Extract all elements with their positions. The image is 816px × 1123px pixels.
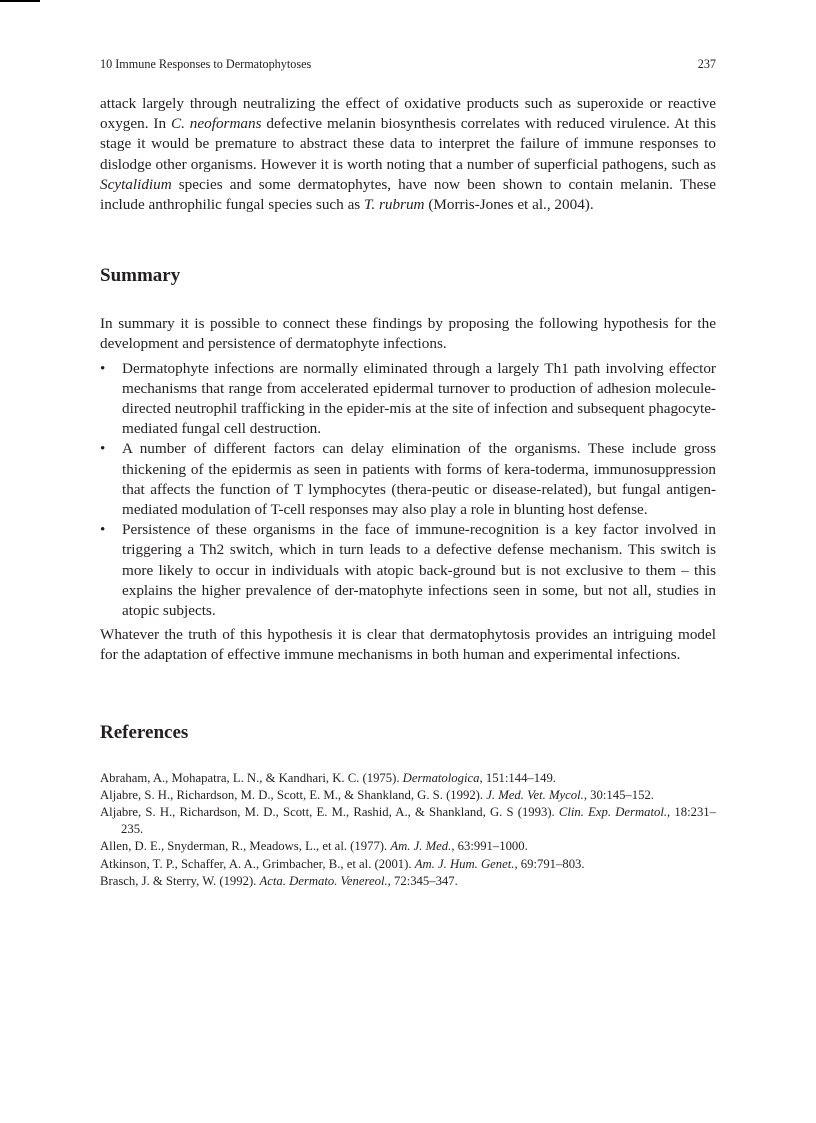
ref-authors: Aljabre, S. H., Richardson, M. D., Scott, E. M., Rashid, A., & Shankland, G. S (1993). xyxy=(100,805,559,820)
para1-text-3: species and some dermatophytes, have now been shown to contain melanin. These include anthrophilic fungal species such as xyxy=(100,175,716,214)
reference-item xyxy=(100,873,716,890)
ref-volume: , 69:791–803. xyxy=(514,856,585,871)
corner-mark xyxy=(0,0,40,2)
reference-item xyxy=(100,838,716,855)
ref-authors: Atkinson, T. P., Schaffer, A. A., Grimbacher, B., et al. (2001). xyxy=(100,856,415,871)
bullet-symbol: • xyxy=(100,521,106,539)
ref-volume: , 72:345–347. xyxy=(387,873,458,888)
bullet-symbol: • xyxy=(100,359,106,377)
running-header xyxy=(100,56,716,72)
reference-item xyxy=(100,856,716,873)
reference-item xyxy=(100,804,716,838)
ref-volume: , 63:991–1000. xyxy=(451,839,528,854)
ref-volume: , 18:231–235. xyxy=(121,805,716,837)
ref-journal: Acta. Dermato. Venereol. xyxy=(259,873,388,888)
summary-intro: In summary it is possible to connect these findings by proposing the following hypothesis for the development and persistence of dermatophyte infections. xyxy=(100,315,716,353)
para1-text-4: (Morris-Jones et al., 2004). xyxy=(424,196,594,214)
references-list xyxy=(100,770,716,890)
reference-item xyxy=(100,787,716,804)
page xyxy=(100,56,716,890)
para1-text-1: attack largely through neutralizing the effect of oxidative products such as superoxide or reactive oxygen. In xyxy=(100,95,716,133)
para1-text-2: defective melanin biosynthesis correlates with reduced virulence. At this stage it would be premature to abstract these data to interpret the failure of immune responses to dislodge other organisms. However it is worth noting that a number of superficial pathogens, such as xyxy=(100,115,716,173)
ref-journal: Clin. Exp. Dermatol. xyxy=(558,805,668,820)
bullet-symbol: • xyxy=(100,440,106,458)
references-heading: References xyxy=(100,721,189,743)
bullet-item xyxy=(100,359,716,440)
para1-italic-3: T. rubrum xyxy=(364,196,425,214)
paragraph-melanin xyxy=(100,94,716,215)
ref-journal: Am. J. Med. xyxy=(390,839,452,854)
para1-italic-1: C. neoformans xyxy=(170,115,262,133)
ref-authors: Allen, D. E., Snyderman, R., Meadows, L., et al. (1977). xyxy=(100,839,391,854)
bullet-text: Dermatophyte infections are normally eliminated through a largely Th1 path involving effector mechanisms that range from accelerated epidermal turnover to production of adhesion molecule-directed neutrophil trafficking in the epider-mis at the site of infection and subsequent phagocyte-mediated fungal cell destruction. xyxy=(122,359,716,438)
summary-bullet-list xyxy=(100,359,716,622)
ref-journal: J. Med. Vet. Mycol. xyxy=(486,787,584,802)
ref-journal: Am. J. Hum. Genet. xyxy=(414,856,515,871)
running-title: 10 Immune Responses to Dermatophytoses xyxy=(100,57,312,71)
summary-closing: Whatever the truth of this hypothesis it is clear that dermatophytosis provides an intriguing model for the adaptation of effective immune mechanisms in both human and experimental infections. xyxy=(100,626,716,664)
bullet-text: A number of different factors can delay elimination of the organisms. These include gross thickening of the epidermis as seen in patients with forms of kera-toderma, immunosuppression that affects the function of T lymphocytes (thera-peutic or disease-related), but fungal antigen-mediated modulation of T-cell responses may also play a role in blunting host defense. xyxy=(122,440,716,519)
ref-journal: Dermatologica xyxy=(402,770,480,785)
bullet-text: Persistence of these organisms in the face of immune-recognition is a key factor involved in triggering a Th2 switch, which in turn leads to a defective defense mechanism. This switch is more likely to occur in individuals with atopic back-ground but is not exclusive to them – this explains the higher prevalence of der-matophyte infections seen in some, but not all, studies in atopic subjects. xyxy=(122,521,716,620)
page-number: 237 xyxy=(697,57,716,71)
ref-volume: , 30:145–152. xyxy=(583,787,654,802)
ref-authors: Aljabre, S. H., Richardson, M. D., Scott, E. M., & Shankland, G. S. (1992). xyxy=(100,787,487,802)
ref-authors: Abraham, A., Mohapatra, L. N., & Kandhari, K. C. (1975). xyxy=(100,770,403,785)
ref-volume: , 151:144–149. xyxy=(479,770,556,785)
reference-item xyxy=(100,770,716,787)
bullet-item xyxy=(100,520,716,621)
summary-heading: Summary xyxy=(100,265,181,287)
bullet-item xyxy=(100,439,716,520)
ref-authors: Brasch, J. & Sterry, W. (1992). xyxy=(100,873,260,888)
para1-italic-2: Scytalidium xyxy=(100,175,172,193)
